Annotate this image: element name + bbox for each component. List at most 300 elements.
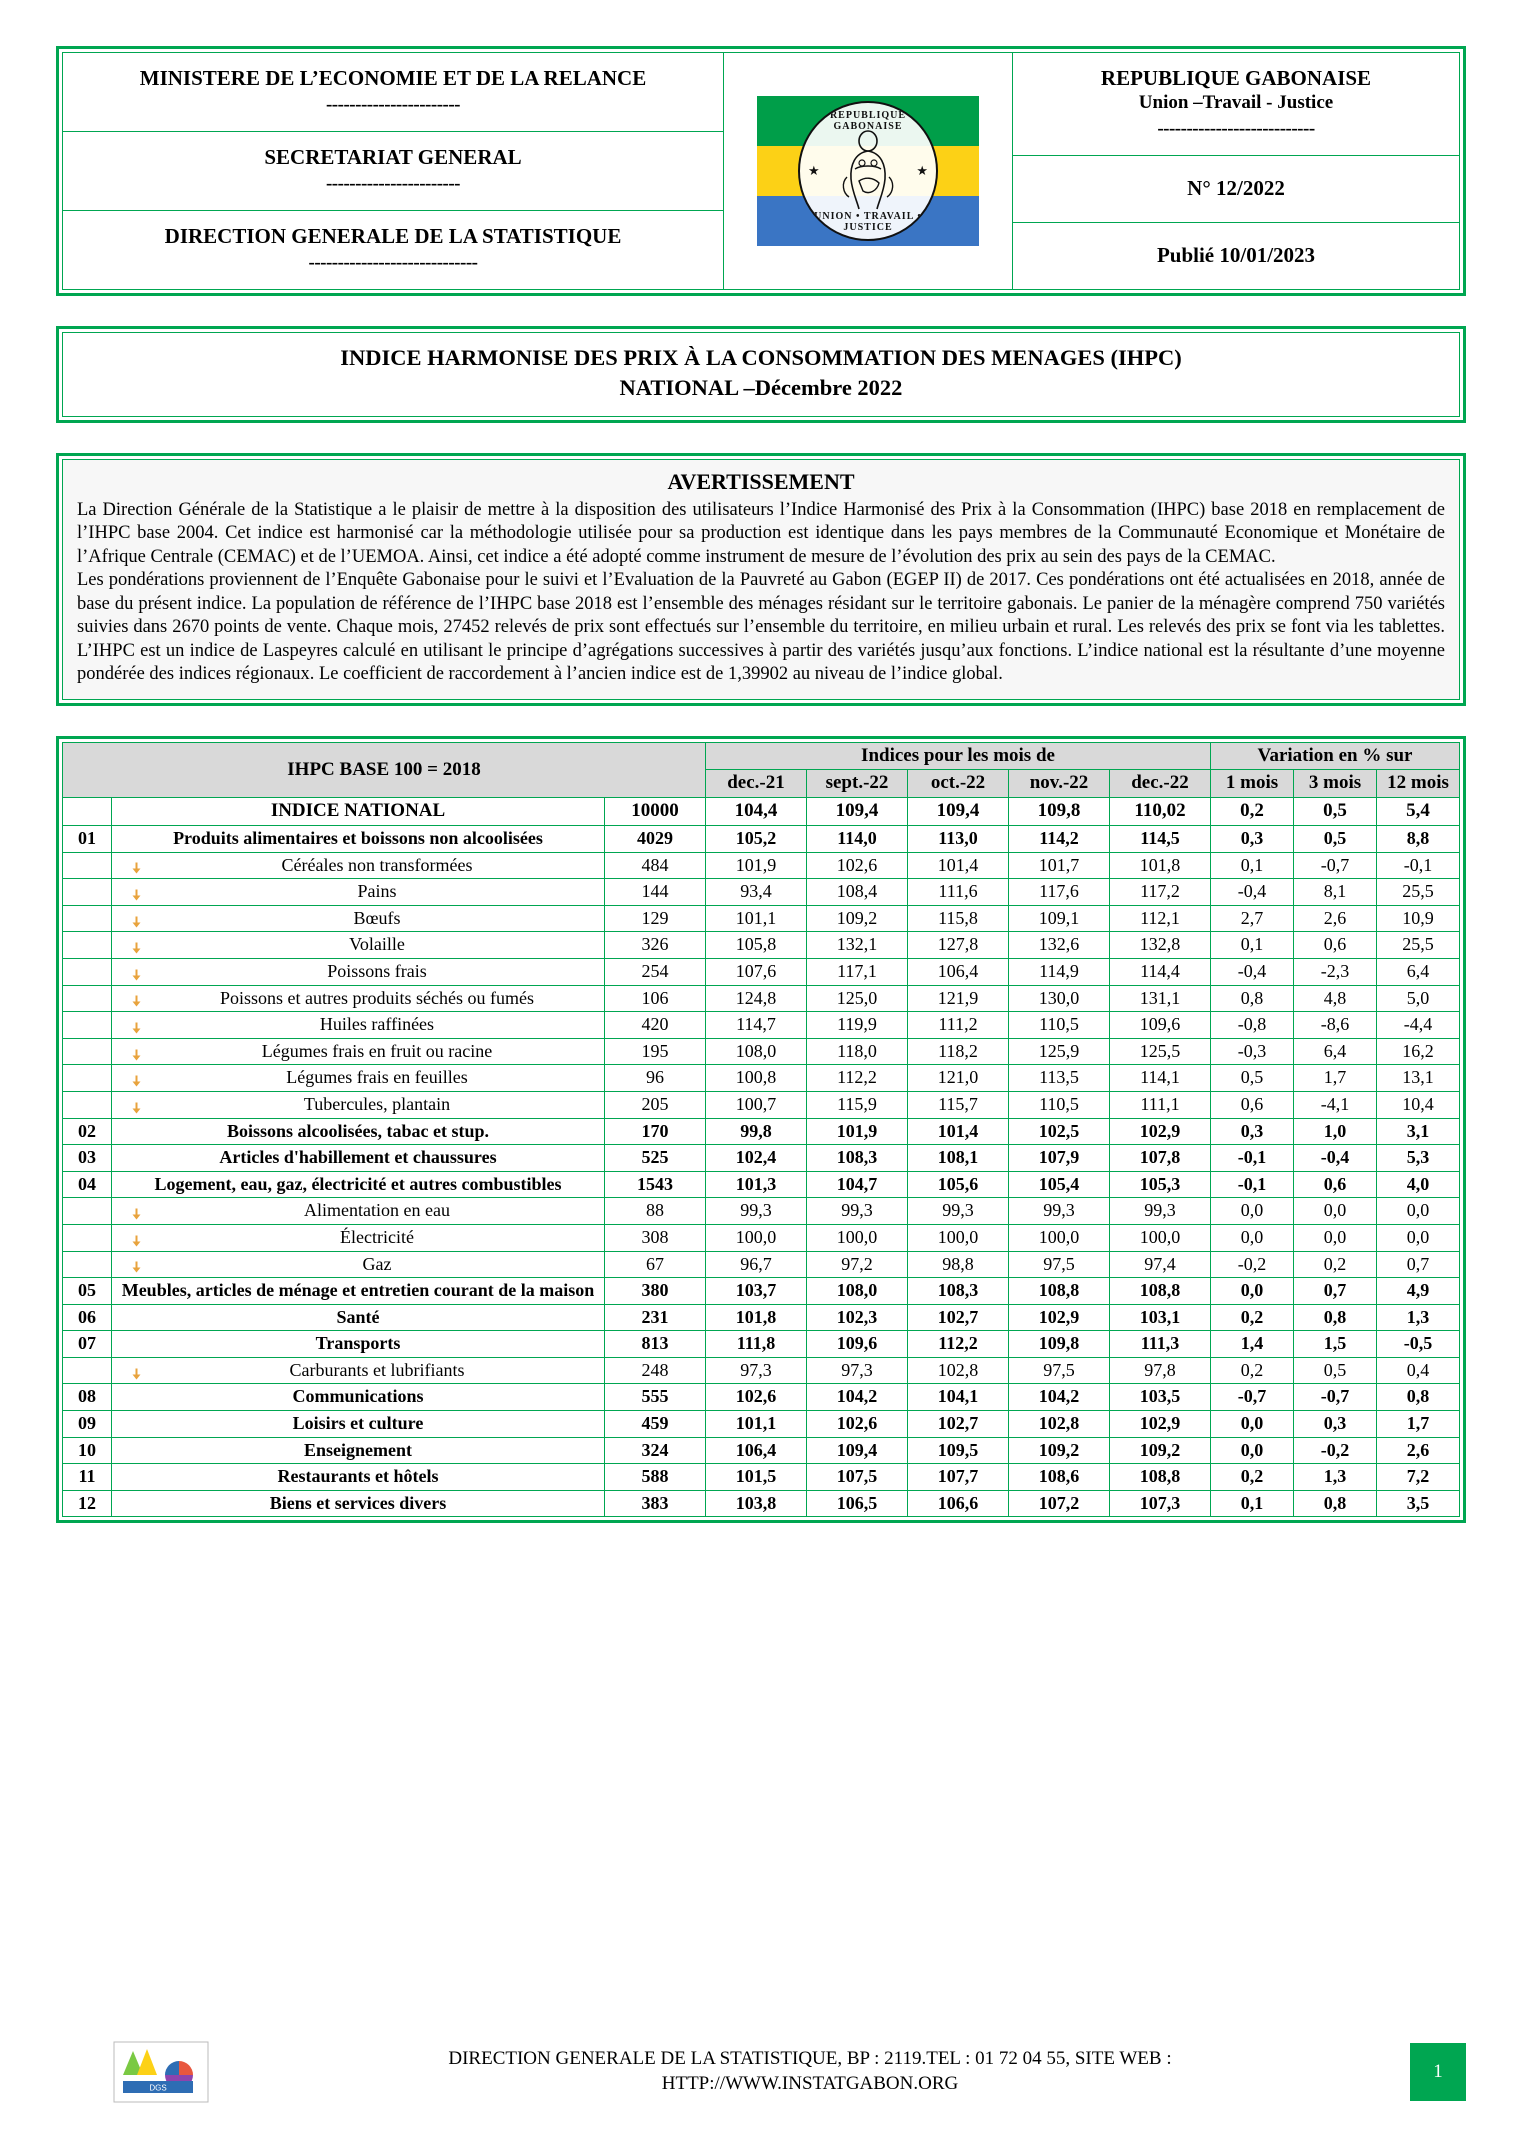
row-index-0: 102,4 — [706, 1145, 807, 1172]
row-variation-0: -0,2 — [1211, 1251, 1294, 1278]
row-index-0: 100,7 — [706, 1091, 807, 1118]
row-label: Bœufs — [112, 905, 605, 932]
row-variation-1: -2,3 — [1294, 958, 1377, 985]
coat-of-arms-icon — [798, 101, 938, 241]
ihpc-table-body — [63, 798, 1460, 1517]
row-index-2: 115,7 — [908, 1091, 1009, 1118]
row-index-3: 109,8 — [1009, 798, 1110, 826]
table-row — [63, 852, 1460, 879]
row-label: Volaille — [112, 932, 605, 959]
row-variation-2: 5,0 — [1377, 985, 1460, 1012]
table-row — [63, 1357, 1460, 1384]
row-index-3: 110,5 — [1009, 1091, 1110, 1118]
row-index-3: 101,7 — [1009, 852, 1110, 879]
row-code — [63, 1198, 112, 1225]
document-title-box — [56, 326, 1466, 423]
emblem-star-left-icon: ★ — [808, 163, 820, 178]
bullet-arrow-icon — [130, 939, 143, 952]
row-weight: 459 — [605, 1411, 706, 1438]
notice-paragraph-1: La Direction Générale de la Statistique a le plaisir de mettre à la disposition des utilisateurs l’Indice Harmonisé des Prix à la Consommation (IHPC) base 2018 en remplacement de l’IHPC base 2004. Cet indice est harmonisé car la méthodologie utilisée pour sa production est identique dans les pays membres de la Communauté Economique et Monétaire de l’Afrique Centrale (CEMAC) et de l’UEMOA. Ainsi, cet indice a été adopté comme instrument de mesure de l’évolution des prix au sein des pays de la CEMAC. — [77, 499, 1445, 567]
row-variation-2: 0,7 — [1377, 1251, 1460, 1278]
emblem-star-right-icon: ★ — [916, 163, 928, 178]
row-index-3: 107,9 — [1009, 1145, 1110, 1172]
row-variation-2: 0,4 — [1377, 1357, 1460, 1384]
row-variation-2: 5,4 — [1377, 798, 1460, 826]
row-variation-0: 0,1 — [1211, 932, 1294, 959]
table-row — [63, 985, 1460, 1012]
row-index-4: 107,3 — [1110, 1490, 1211, 1517]
row-code — [63, 1224, 112, 1251]
row-index-0: 101,1 — [706, 1411, 807, 1438]
table-row — [63, 932, 1460, 959]
row-label: Légumes frais en fruit ou racine — [112, 1038, 605, 1065]
row-index-2: 108,3 — [908, 1278, 1009, 1305]
gabon-flag-emblem — [757, 96, 979, 246]
row-index-4: 102,9 — [1110, 1411, 1211, 1438]
row-code: 11 — [63, 1464, 112, 1491]
document-title — [62, 332, 1460, 417]
row-weight: 484 — [605, 852, 706, 879]
row-index-0: 101,9 — [706, 852, 807, 879]
row-index-0: 104,4 — [706, 798, 807, 826]
row-label: Tubercules, plantain — [112, 1091, 605, 1118]
table-row — [63, 826, 1460, 853]
row-code: 03 — [63, 1145, 112, 1172]
table-row — [63, 1224, 1460, 1251]
row-variation-1: 1,3 — [1294, 1464, 1377, 1491]
row-index-1: 102,6 — [807, 1411, 908, 1438]
table-row — [63, 1065, 1460, 1092]
row-variation-0: 0,0 — [1211, 1411, 1294, 1438]
row-index-1: 108,0 — [807, 1278, 908, 1305]
row-index-3: 97,5 — [1009, 1251, 1110, 1278]
row-index-1: 99,3 — [807, 1198, 908, 1225]
bullet-arrow-icon — [130, 992, 143, 1005]
row-index-0: 99,3 — [706, 1198, 807, 1225]
row-weight: 588 — [605, 1464, 706, 1491]
row-variation-1: -4,1 — [1294, 1091, 1377, 1118]
row-weight: 4029 — [605, 826, 706, 853]
row-variation-0: 0,2 — [1211, 798, 1294, 826]
row-index-4: 132,8 — [1110, 932, 1211, 959]
row-variation-1: 2,6 — [1294, 905, 1377, 932]
row-index-4: 117,2 — [1110, 879, 1211, 906]
row-index-4: 97,8 — [1110, 1357, 1211, 1384]
bullet-arrow-icon — [130, 912, 143, 925]
document-title-line2: NATIONAL –Décembre 2022 — [619, 375, 903, 401]
table-row — [63, 1384, 1460, 1411]
row-code: 12 — [63, 1490, 112, 1517]
row-label: Loisirs et culture — [112, 1411, 605, 1438]
row-label: Logement, eau, gaz, électricité et autres combustibles — [112, 1171, 605, 1198]
row-weight: 380 — [605, 1278, 706, 1305]
row-index-4: 131,1 — [1110, 985, 1211, 1012]
row-code: 05 — [63, 1278, 112, 1305]
bullet-arrow-icon — [130, 1364, 143, 1377]
row-index-3: 104,2 — [1009, 1384, 1110, 1411]
row-index-1: 119,9 — [807, 1012, 908, 1039]
table-row — [63, 1278, 1460, 1305]
row-label: Légumes frais en feuilles — [112, 1065, 605, 1092]
row-index-2: 102,7 — [908, 1411, 1009, 1438]
row-index-2: 112,2 — [908, 1331, 1009, 1358]
row-index-2: 98,8 — [908, 1251, 1009, 1278]
emblem-top-text: REPUBLIQUE GABONAISE — [829, 110, 907, 132]
row-label: Produits alimentaires et boissons non alcoolisées — [112, 826, 605, 853]
row-variation-0: 0,2 — [1211, 1464, 1294, 1491]
row-index-0: 93,4 — [706, 879, 807, 906]
row-index-4: 107,8 — [1110, 1145, 1211, 1172]
row-variation-1: 0,6 — [1294, 1171, 1377, 1198]
header-left-column — [63, 53, 723, 289]
row-index-2: 102,8 — [908, 1357, 1009, 1384]
row-code — [63, 985, 112, 1012]
header-right-column — [1013, 53, 1459, 289]
row-label: Électricité — [112, 1224, 605, 1251]
row-index-3: 102,9 — [1009, 1304, 1110, 1331]
bullet-arrow-icon — [130, 1045, 143, 1058]
row-index-1: 102,3 — [807, 1304, 908, 1331]
direction-block — [63, 211, 723, 289]
row-index-2: 104,1 — [908, 1384, 1009, 1411]
row-label: INDICE NATIONAL — [112, 798, 605, 826]
row-index-4: 100,0 — [1110, 1224, 1211, 1251]
row-index-2: 105,6 — [908, 1171, 1009, 1198]
row-index-1: 97,2 — [807, 1251, 908, 1278]
row-index-0: 100,0 — [706, 1224, 807, 1251]
row-variation-0: -0,3 — [1211, 1038, 1294, 1065]
row-index-3: 100,0 — [1009, 1224, 1110, 1251]
bullet-arrow-icon — [130, 1018, 143, 1031]
row-index-0: 97,3 — [706, 1357, 807, 1384]
row-index-0: 101,5 — [706, 1464, 807, 1491]
row-index-1: 97,3 — [807, 1357, 908, 1384]
row-index-3: 114,2 — [1009, 826, 1110, 853]
table-row — [63, 958, 1460, 985]
row-index-1: 108,4 — [807, 879, 908, 906]
bullet-arrow-icon — [130, 1205, 143, 1218]
row-code — [63, 932, 112, 959]
republic-dashes: --------------------------- — [1157, 118, 1315, 139]
row-index-0: 101,1 — [706, 905, 807, 932]
bullet-arrow-icon — [130, 965, 143, 978]
notice-heading: AVERTISSEMENT — [667, 468, 855, 494]
table-row — [63, 1198, 1460, 1225]
secretariat-label: SECRETARIAT GENERAL — [264, 145, 522, 169]
header-emblem-cell — [723, 53, 1013, 289]
row-index-1: 109,6 — [807, 1331, 908, 1358]
emblem-figure-icon — [833, 129, 903, 213]
row-variation-2: 13,1 — [1377, 1065, 1460, 1092]
row-index-0: 103,7 — [706, 1278, 807, 1305]
table-row — [63, 879, 1460, 906]
row-index-1: 114,0 — [807, 826, 908, 853]
republic-label: REPUBLIQUE GABONAISE — [1100, 66, 1372, 90]
row-weight: 326 — [605, 932, 706, 959]
row-variation-1: 0,8 — [1294, 1490, 1377, 1517]
row-index-4: 103,1 — [1110, 1304, 1211, 1331]
row-index-3: 109,1 — [1009, 905, 1110, 932]
table-col-var-3m: 3 mois — [1294, 770, 1377, 798]
row-variation-1: 0,7 — [1294, 1278, 1377, 1305]
row-code — [63, 905, 112, 932]
row-index-3: 108,6 — [1009, 1464, 1110, 1491]
row-variation-1: 1,7 — [1294, 1065, 1377, 1092]
row-index-0: 100,8 — [706, 1065, 807, 1092]
row-label: Alimentation en eau — [112, 1198, 605, 1225]
table-row — [63, 1171, 1460, 1198]
row-code: 04 — [63, 1171, 112, 1198]
row-label: Restaurants et hôtels — [112, 1464, 605, 1491]
row-label: Biens et services divers — [112, 1490, 605, 1517]
row-variation-1: 0,0 — [1294, 1198, 1377, 1225]
row-weight: 88 — [605, 1198, 706, 1225]
row-index-1: 109,2 — [807, 905, 908, 932]
row-index-2: 109,5 — [908, 1437, 1009, 1464]
table-col-var-12m: 12 mois — [1377, 770, 1460, 798]
table-col-oct22: oct.-22 — [908, 770, 1009, 798]
row-index-3: 109,2 — [1009, 1437, 1110, 1464]
row-index-1: 107,5 — [807, 1464, 908, 1491]
row-code: 06 — [63, 1304, 112, 1331]
row-variation-0: 0,3 — [1211, 1118, 1294, 1145]
row-variation-2: -0,5 — [1377, 1331, 1460, 1358]
ihpc-table-box — [56, 736, 1466, 1524]
row-index-0: 111,8 — [706, 1331, 807, 1358]
row-index-0: 107,6 — [706, 958, 807, 985]
row-variation-2: -4,4 — [1377, 1012, 1460, 1039]
row-weight: 205 — [605, 1091, 706, 1118]
row-index-3: 108,8 — [1009, 1278, 1110, 1305]
row-index-1: 132,1 — [807, 932, 908, 959]
row-weight: 308 — [605, 1224, 706, 1251]
republic-block — [1013, 53, 1459, 156]
table-row — [63, 798, 1460, 826]
row-index-0: 105,8 — [706, 932, 807, 959]
row-index-4: 114,4 — [1110, 958, 1211, 985]
row-variation-2: 8,8 — [1377, 826, 1460, 853]
row-code: 07 — [63, 1331, 112, 1358]
row-variation-1: 0,5 — [1294, 826, 1377, 853]
bullet-arrow-icon — [130, 859, 143, 872]
publication-date: Publié 10/01/2023 — [1156, 242, 1316, 267]
row-code — [63, 958, 112, 985]
document-header — [56, 46, 1466, 296]
row-index-2: 111,2 — [908, 1012, 1009, 1039]
row-index-1: 112,2 — [807, 1065, 908, 1092]
row-index-2: 121,0 — [908, 1065, 1009, 1092]
table-row — [63, 1145, 1460, 1172]
row-index-2: 106,6 — [908, 1490, 1009, 1517]
row-index-2: 111,6 — [908, 879, 1009, 906]
row-label: Céréales non transformées — [112, 852, 605, 879]
row-index-0: 101,3 — [706, 1171, 807, 1198]
row-variation-0: 0,1 — [1211, 852, 1294, 879]
bullet-arrow-icon — [130, 886, 143, 899]
table-col-dec22: dec.-22 — [1110, 770, 1211, 798]
row-index-2: 99,3 — [908, 1198, 1009, 1225]
row-index-4: 125,5 — [1110, 1038, 1211, 1065]
row-index-0: 124,8 — [706, 985, 807, 1012]
table-row — [63, 1251, 1460, 1278]
notice-box — [56, 453, 1466, 706]
table-row — [63, 1012, 1460, 1039]
row-variation-0: 2,7 — [1211, 905, 1294, 932]
row-variation-0: -0,1 — [1211, 1171, 1294, 1198]
row-index-2: 108,1 — [908, 1145, 1009, 1172]
row-code — [63, 798, 112, 826]
row-index-2: 127,8 — [908, 932, 1009, 959]
table-row — [63, 1331, 1460, 1358]
row-variation-2: 3,1 — [1377, 1118, 1460, 1145]
ihpc-table-head — [63, 742, 1460, 798]
row-code — [63, 1038, 112, 1065]
row-variation-1: 0,0 — [1294, 1224, 1377, 1251]
row-variation-1: 0,8 — [1294, 1304, 1377, 1331]
row-variation-1: -0,7 — [1294, 1384, 1377, 1411]
row-variation-0: 0,2 — [1211, 1357, 1294, 1384]
row-variation-0: 0,0 — [1211, 1278, 1294, 1305]
table-row — [63, 905, 1460, 932]
row-index-2: 100,0 — [908, 1224, 1009, 1251]
table-corner-title: IHPC BASE 100 = 2018 — [63, 742, 706, 798]
row-variation-1: 0,3 — [1294, 1411, 1377, 1438]
row-index-2: 101,4 — [908, 1118, 1009, 1145]
table-row — [63, 1304, 1460, 1331]
row-index-2: 101,4 — [908, 852, 1009, 879]
row-variation-0: 1,4 — [1211, 1331, 1294, 1358]
direction-label: DIRECTION GENERALE DE LA STATISTIQUE — [164, 224, 622, 248]
row-variation-2: 1,7 — [1377, 1411, 1460, 1438]
document-footer — [56, 2040, 1466, 2104]
row-variation-0: 0,3 — [1211, 826, 1294, 853]
row-code — [63, 852, 112, 879]
row-weight: 1543 — [605, 1171, 706, 1198]
table-row — [63, 1464, 1460, 1491]
row-variation-0: -0,4 — [1211, 958, 1294, 985]
row-code — [63, 879, 112, 906]
row-index-3: 130,0 — [1009, 985, 1110, 1012]
row-code — [63, 1251, 112, 1278]
bullet-arrow-icon — [130, 1098, 143, 1111]
row-index-3: 97,5 — [1009, 1357, 1110, 1384]
row-index-1: 109,4 — [807, 798, 908, 826]
row-weight: 129 — [605, 905, 706, 932]
row-index-2: 106,4 — [908, 958, 1009, 985]
row-index-0: 99,8 — [706, 1118, 807, 1145]
row-weight: 96 — [605, 1065, 706, 1092]
row-label: Meubles, articles de ménage et entretien courant de la maison — [112, 1278, 605, 1305]
table-row — [63, 1437, 1460, 1464]
row-variation-0: 0,6 — [1211, 1091, 1294, 1118]
row-label: Carburants et lubrifiants — [112, 1357, 605, 1384]
ministry-dashes: ----------------------- — [325, 94, 461, 116]
row-index-3: 109,8 — [1009, 1331, 1110, 1358]
row-index-4: 111,3 — [1110, 1331, 1211, 1358]
row-index-1: 108,3 — [807, 1145, 908, 1172]
table-col-sept22: sept.-22 — [807, 770, 908, 798]
row-variation-2: 25,5 — [1377, 932, 1460, 959]
row-label: Enseignement — [112, 1437, 605, 1464]
table-row — [63, 1490, 1460, 1517]
row-variation-2: 2,6 — [1377, 1437, 1460, 1464]
row-variation-0: 0,0 — [1211, 1224, 1294, 1251]
row-index-2: 118,2 — [908, 1038, 1009, 1065]
motto-label: Union –Travail - Justice — [1138, 92, 1334, 114]
row-index-4: 111,1 — [1110, 1091, 1211, 1118]
row-index-1: 104,7 — [807, 1171, 908, 1198]
row-index-1: 104,2 — [807, 1384, 908, 1411]
row-weight: 67 — [605, 1251, 706, 1278]
row-index-0: 101,8 — [706, 1304, 807, 1331]
table-group-variation: Variation en % sur — [1211, 742, 1460, 770]
row-label: Articles d'habillement et chaussures — [112, 1145, 605, 1172]
table-row — [63, 1118, 1460, 1145]
row-weight: 10000 — [605, 798, 706, 826]
row-index-2: 115,8 — [908, 905, 1009, 932]
row-index-3: 102,5 — [1009, 1118, 1110, 1145]
row-variation-1: 0,2 — [1294, 1251, 1377, 1278]
row-index-4: 109,2 — [1110, 1437, 1211, 1464]
row-index-0: 103,8 — [706, 1490, 807, 1517]
row-index-4: 101,8 — [1110, 852, 1211, 879]
row-label: Gaz — [112, 1251, 605, 1278]
row-variation-0: 0,0 — [1211, 1437, 1294, 1464]
page-number-badge: 1 — [1410, 2043, 1466, 2101]
row-index-2: 102,7 — [908, 1304, 1009, 1331]
row-index-4: 108,8 — [1110, 1278, 1211, 1305]
secretariat-dashes: ----------------------- — [325, 173, 461, 195]
row-variation-1: 4,8 — [1294, 985, 1377, 1012]
row-variation-2: 3,5 — [1377, 1490, 1460, 1517]
row-variation-2: 0,8 — [1377, 1384, 1460, 1411]
row-variation-1: 1,0 — [1294, 1118, 1377, 1145]
row-index-3: 117,6 — [1009, 879, 1110, 906]
row-variation-2: 0,0 — [1377, 1224, 1460, 1251]
row-code — [63, 1091, 112, 1118]
row-weight: 195 — [605, 1038, 706, 1065]
row-code — [63, 1357, 112, 1384]
row-weight: 555 — [605, 1384, 706, 1411]
row-index-3: 107,2 — [1009, 1490, 1110, 1517]
row-index-4: 109,6 — [1110, 1012, 1211, 1039]
row-label: Poissons frais — [112, 958, 605, 985]
table-col-nov22: nov.-22 — [1009, 770, 1110, 798]
row-weight: 525 — [605, 1145, 706, 1172]
document-title-line1: INDICE HARMONISE DES PRIX À LA CONSOMMATION DES MENAGES (IHPC) — [340, 345, 1182, 370]
row-variation-2: 1,3 — [1377, 1304, 1460, 1331]
row-index-1: 106,5 — [807, 1490, 908, 1517]
row-variation-0: 0,8 — [1211, 985, 1294, 1012]
ministry-label: MINISTERE DE L’ECONOMIE ET DE LA RELANCE — [139, 66, 647, 90]
table-col-dec21: dec.-21 — [706, 770, 807, 798]
row-index-1: 109,4 — [807, 1437, 908, 1464]
row-label: Huiles raffinées — [112, 1012, 605, 1039]
row-index-2: 107,7 — [908, 1464, 1009, 1491]
row-index-1: 117,1 — [807, 958, 908, 985]
row-variation-2: 10,4 — [1377, 1091, 1460, 1118]
row-label: Communications — [112, 1384, 605, 1411]
row-weight: 420 — [605, 1012, 706, 1039]
row-code: 08 — [63, 1384, 112, 1411]
row-variation-2: 6,4 — [1377, 958, 1460, 985]
row-weight: 231 — [605, 1304, 706, 1331]
row-weight: 813 — [605, 1331, 706, 1358]
table-row — [63, 1411, 1460, 1438]
row-variation-1: 0,5 — [1294, 1357, 1377, 1384]
row-index-4: 114,1 — [1110, 1065, 1211, 1092]
row-index-2: 121,9 — [908, 985, 1009, 1012]
